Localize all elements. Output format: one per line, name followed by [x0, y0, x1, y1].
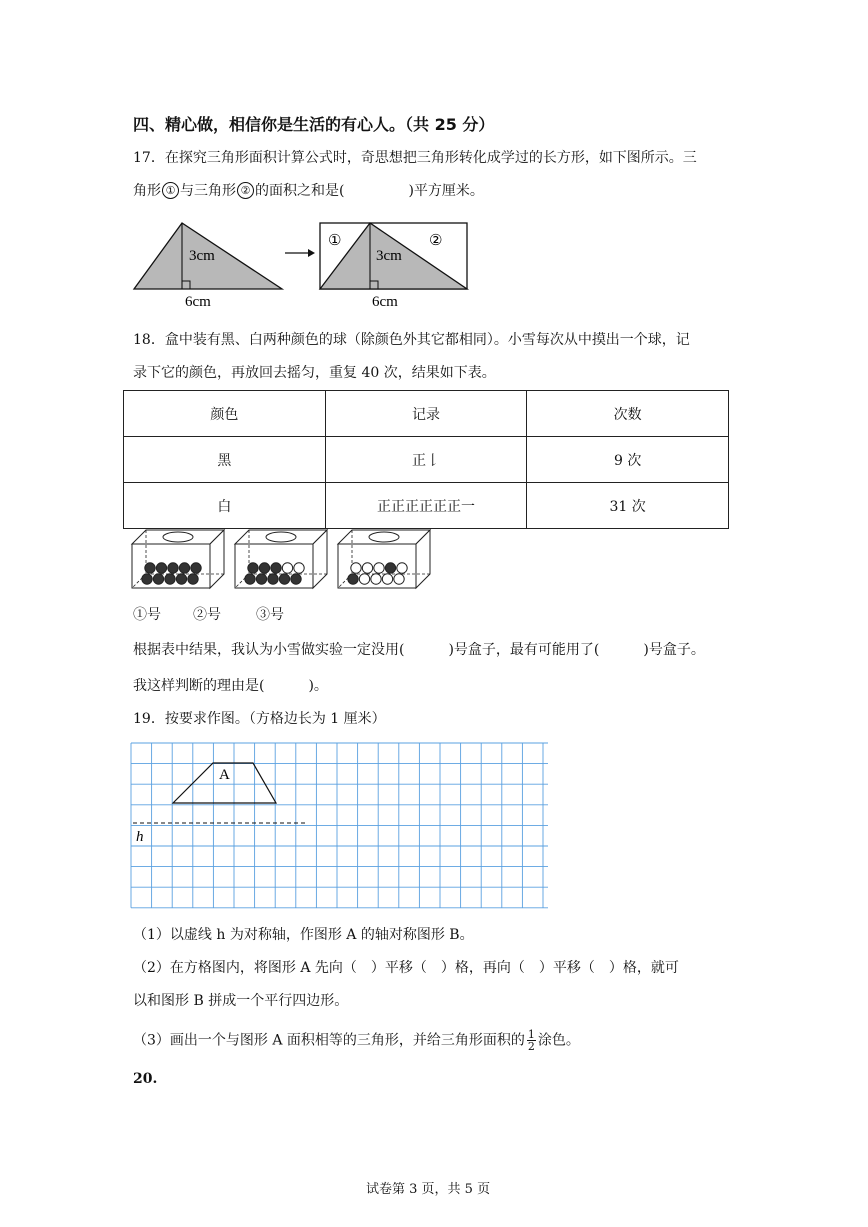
rect-label-1: ① — [328, 231, 342, 249]
table-header-cell: 次数 — [527, 391, 729, 437]
black-ball — [259, 563, 269, 573]
q18-answer-a: 根据表中结果，我认为小雪做实验一定没用( — [133, 642, 405, 658]
rect-label-2: ② — [429, 231, 443, 249]
q20-label: 20. — [133, 1071, 158, 1087]
table-header-cell: 颜色 — [124, 391, 326, 437]
section-title: 四、精心做，相信你是生活的有心人。（共 25 分） — [133, 115, 495, 134]
white-ball — [362, 563, 372, 573]
black-ball — [291, 574, 301, 584]
black-ball — [271, 563, 281, 573]
q19-task2-line1: （2）在方格图内，将图形 A 先向（ ）平移（ ）格，再向（ ）平移（ ）格，就可 — [133, 960, 679, 976]
height-label: 3cm — [189, 248, 215, 264]
q19-grid-figure — [128, 741, 548, 911]
q17-figure — [125, 215, 485, 315]
q18-answer-line2 — [133, 676, 328, 696]
q19-task3-b: 涂色。 — [537, 1032, 580, 1049]
q18-line1: 18．盒中装有黑、白两种颜色的球（除颜色外其它都相同）。小雪每次从中摸出一个球，记 — [133, 332, 690, 348]
shape-label-a: A — [219, 767, 230, 783]
record-table — [123, 390, 729, 529]
white-ball — [351, 563, 361, 573]
black-ball — [142, 574, 152, 584]
q18-answer-e: )。 — [308, 678, 328, 694]
q17-line2-a: 角形 — [133, 183, 161, 199]
white-ball — [294, 563, 304, 573]
base-label-2: 6cm — [372, 294, 398, 310]
table-cell: 正𠄌 — [325, 437, 527, 483]
q18-line2: 录下它的颜色，再放回去摇匀，重复 40 次，结果如下表。 — [133, 365, 496, 381]
q19-task3 — [133, 1029, 580, 1052]
q17-line2-b: 与三角形 — [180, 183, 236, 199]
table-row — [124, 483, 729, 529]
box-opening — [266, 532, 296, 542]
q17-line2-d: )平方厘米。 — [408, 183, 484, 199]
one-half-fraction — [527, 1029, 536, 1052]
base-label: 6cm — [185, 294, 211, 310]
table-row — [124, 437, 729, 483]
box-opening — [369, 532, 399, 542]
q19-task2-line2: 以和图形 B 拼成一个平行四边形。 — [133, 993, 349, 1009]
q19-task1: （1）以虚线 h 为对称轴，作图形 A 的轴对称图形 B。 — [133, 927, 474, 943]
height-label-2: 3cm — [376, 248, 402, 264]
q18-answer-c: )号盒子。 — [643, 642, 705, 658]
q18-answer-b: )号盒子，最有可能用了( — [448, 642, 600, 658]
table-cell: 正正正正正正一 — [325, 483, 527, 529]
box-opening — [163, 532, 193, 542]
white-ball — [374, 563, 384, 573]
ball-boxes-figure — [128, 528, 438, 598]
black-ball — [385, 563, 395, 573]
black-ball — [168, 563, 178, 573]
black-ball — [245, 574, 255, 584]
box-label-2: ②号 — [193, 607, 221, 623]
table-header-row — [124, 391, 729, 437]
black-ball — [279, 574, 289, 584]
table-header-cell: 记录 — [325, 391, 527, 437]
white-ball — [382, 574, 392, 584]
black-ball — [268, 574, 278, 584]
black-ball — [348, 574, 358, 584]
white-ball — [371, 574, 381, 584]
black-ball — [256, 574, 266, 584]
black-ball — [191, 563, 201, 573]
q17-line2-c: 的面积之和是( — [255, 183, 345, 199]
black-ball — [165, 574, 175, 584]
fraction-numerator: 1 — [527, 1028, 535, 1041]
white-ball — [359, 574, 369, 584]
black-ball — [153, 574, 163, 584]
box-label-3: ③号 — [256, 607, 284, 623]
black-ball — [179, 563, 189, 573]
q18-answer-line1 — [133, 640, 705, 660]
q19-title: 19．按要求作图。（方格边长为 1 厘米） — [133, 711, 386, 727]
white-ball — [397, 563, 407, 573]
white-ball — [282, 563, 292, 573]
arrow-icon — [308, 249, 315, 257]
black-ball — [145, 563, 155, 573]
black-ball — [248, 563, 258, 573]
white-ball — [394, 574, 404, 584]
table-cell: 白 — [124, 483, 326, 529]
q17-line1: 17．在探究三角形面积计算公式时，奇思想把三角形转化成学过的长方形，如下图所示。三 — [133, 150, 697, 166]
axis-label-h: h — [136, 829, 144, 845]
black-ball — [188, 574, 198, 584]
black-ball — [176, 574, 186, 584]
fraction-denominator: 2 — [527, 1040, 535, 1053]
q17-line2 — [133, 181, 484, 201]
q19-task3-a: （3）画出一个与图形 A 面积相等的三角形，并给三角形面积的 — [133, 1032, 525, 1049]
table-cell: 31 次 — [527, 483, 729, 529]
box-label-1: ①号 — [133, 607, 161, 623]
table-cell: 9 次 — [527, 437, 729, 483]
page-footer: 试卷第 3 页，共 5 页 — [366, 1182, 491, 1197]
q18-answer-d: 我这样判断的理由是( — [133, 678, 265, 694]
table-cell: 黑 — [124, 437, 326, 483]
q17-circle-2: ② — [237, 182, 254, 199]
q17-circle-1: ① — [162, 182, 179, 199]
black-ball — [156, 563, 166, 573]
